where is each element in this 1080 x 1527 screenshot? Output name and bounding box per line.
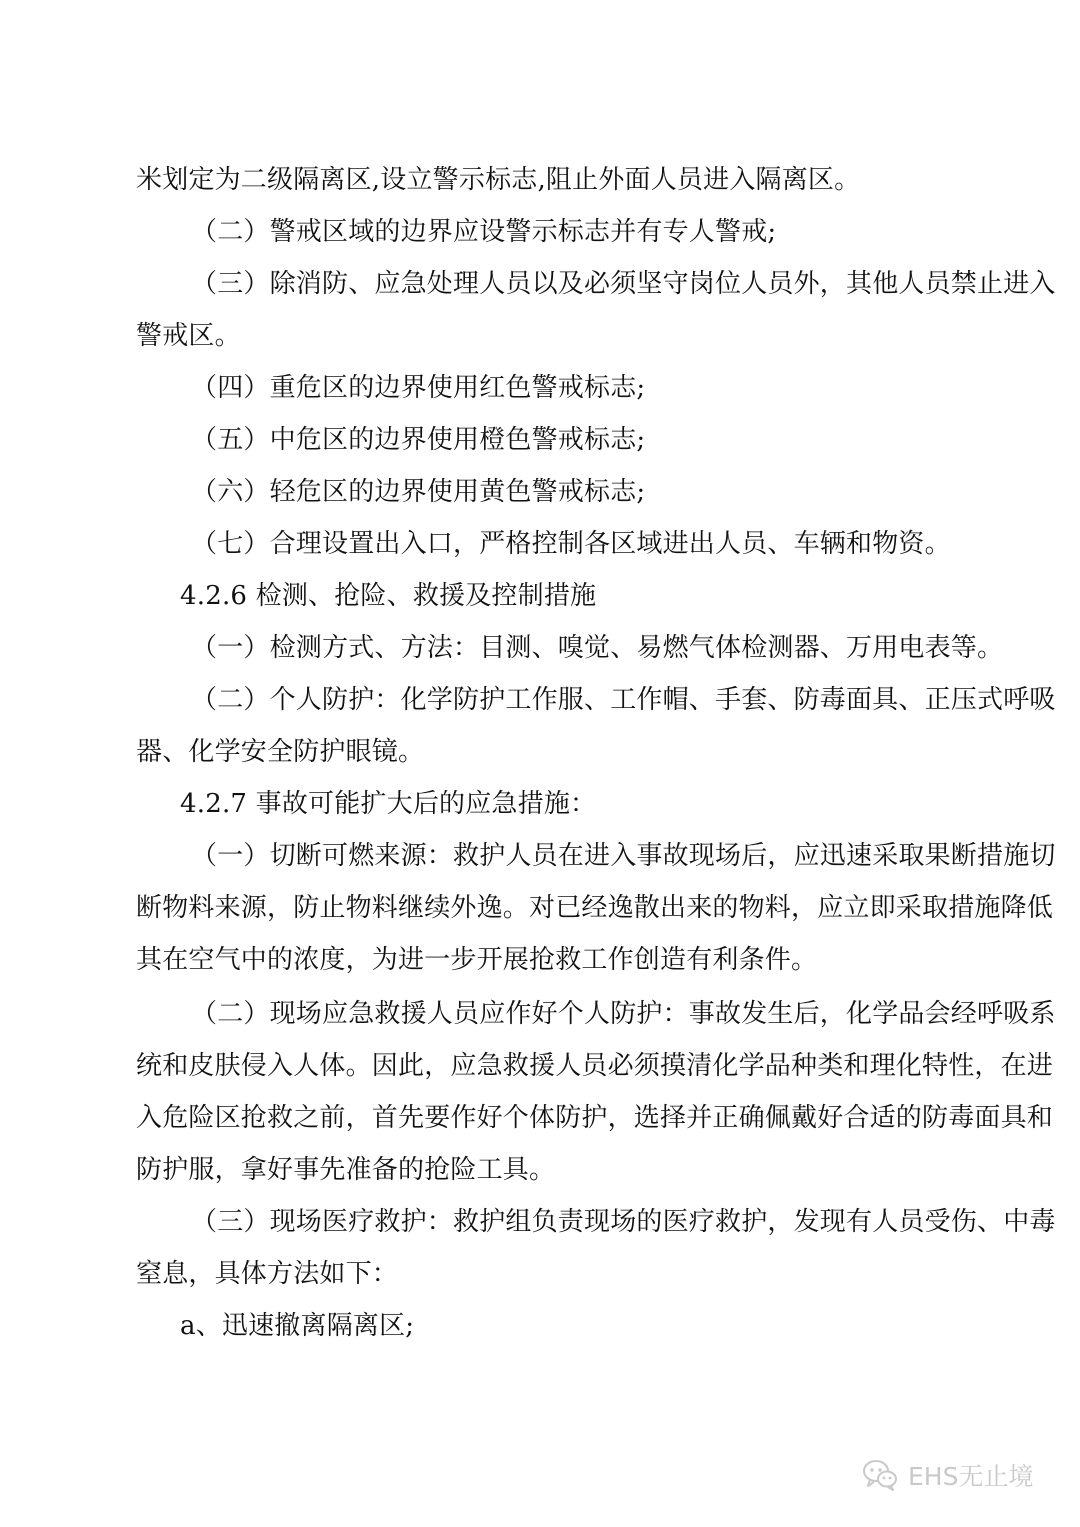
text-line: （三）现场医疗救护：救护组负责现场的医疗救护，发现有人员受伤、中毒	[191, 1207, 1056, 1237]
section-heading: 4.2.6 检测、抢险、救援及控制措施	[180, 581, 597, 611]
text-line: 入危险区抢救之前，首先要作好个体防护，选择并正确佩戴好合适的防毒面具和	[136, 1103, 1054, 1133]
text-line: （四）重危区的边界使用红色警戒标志;	[191, 373, 646, 403]
text-line: 断物料来源，防止物料继续外逸。对已经逸散出来的物料，应立即采取措施降低	[136, 893, 1054, 923]
text-line: 统和皮肤侵入人体。因此，应急救援人员必须摸清化学品种类和理化特性，在进	[136, 1051, 1054, 1081]
text-line: （七）合理设置出入口，严格控制各区域进出人员、车辆和物资。	[191, 529, 951, 559]
wechat-icon	[862, 1459, 898, 1491]
text-line: （六）轻危区的边界使用黄色警戒标志;	[191, 477, 646, 507]
text-line: 窒息，具体方法如下：	[136, 1259, 399, 1289]
text-line: （二）警戒区域的边界应设警示标志并有专人警戒;	[191, 217, 777, 247]
text-line: 米划定为二级隔离区,设立警示标志,阻止外面人员进入隔离区。	[136, 165, 861, 195]
section-heading: 4.2.7 事故可能扩大后的应急措施：	[180, 789, 597, 819]
text-line: 防护服，拿好事先准备的抢险工具。	[136, 1155, 556, 1185]
text-line: （三）除消防、应急处理人员以及必须坚守岗位人员外，其他人员禁止进入	[191, 269, 1056, 299]
text-line: 其在空气中的浓度，为进一步开展抢救工作创造有利条件。	[136, 945, 818, 975]
text-line: （一）检测方式、方法：目测、嗅觉、易燃气体检测器、万用电表等。	[191, 633, 1004, 663]
text-line: 警戒区。	[136, 321, 241, 351]
text-line: （五）中危区的边界使用橙色警戒标志;	[191, 425, 646, 455]
watermark	[862, 1455, 1033, 1495]
text-line: 器、化学安全防护眼镜。	[136, 737, 425, 767]
watermark-text: EHS无止境	[908, 1462, 1034, 1491]
text-line: （二）个人防护：化学防护工作服、工作帽、手套、防毒面具、正压式呼吸	[191, 685, 1056, 715]
list-item: a、迅速撤离隔离区;	[180, 1311, 415, 1341]
text-line: （二）现场应急救援人员应作好个人防护：事故发生后，化学品会经呼吸系	[191, 999, 1056, 1029]
text-line: （一）切断可燃来源：救护人员在进入事故现场后，应迅速采取果断措施切	[191, 841, 1056, 871]
